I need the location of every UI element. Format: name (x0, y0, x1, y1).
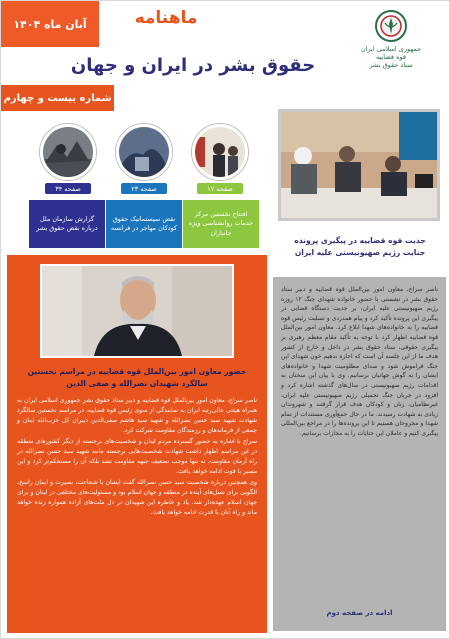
teaser-page-1: صفحه ۳۴ (45, 183, 91, 194)
right-article-headline: جدیت قوه قضاییه در پیگیری پرونده جنایت رژیم صهیونیستی علیه ایران (294, 236, 426, 258)
continue-link[interactable]: ادامه در صفحه دوم (326, 609, 393, 617)
teaser-photo-3 (192, 124, 248, 180)
teaser-photo-1 (40, 124, 96, 180)
left-article-headline: حضور معاون امور بین‌الملل قوه قضاییه در مراسم نخستین سالگرد شهیدان نصرالله و صفی الدین (27, 367, 247, 389)
left-article (7, 255, 267, 633)
teaser-page-2: صفحه ۲۳ (121, 183, 167, 194)
official-portrait-photo (40, 264, 234, 358)
emblem-icon (374, 9, 408, 43)
logo-line-3: ستاد حقوق بشر (369, 61, 413, 70)
logo-line-1: جمهوری اسلامی ایران (360, 45, 422, 53)
left-article-paragraph-2: سراج با اشاره به حضور گسترده مردم لبنان و شخصیت‌های برجسته از دیگر کشورهای منطقه در این مراسم اظهار داشت شهادت شخصیت‌هایی برجسته مانند شهید سید حسن نصرالله در راه آرمان مقاومت، نه تنها موجب تضعیف جبهه مقاومت نشد بلکه آن را مستحکم‌تر کرد و این مسیر با قوت ادامه خواهد یافت. (17, 438, 257, 475)
issue-date-tab: آبان ماه ۱۴۰۴ (1, 1, 99, 47)
teaser-link-1[interactable]: گزارش سازمان ملل درباره نقض حقوق بشر (29, 200, 105, 248)
logo-text (361, 45, 421, 69)
left-article-paragraph-1: ناصر سراج، معاون امور بین‌الملل قوه قضاییه و دبیر ستاد حقوق بشر جمهوری اسلامی ایران به همراه هیئتی عالی‌رتبه ایران به نمایندگی از سوی رئیس قوه قضاییه، در مراسم نخستین سالگرد شهادت شهید سید حسن نصرالله و شهید سید هاشم صفی‌الدین دبیران کل حزب‌الله لبنان و جمعی از فرماندهان و رزمندگان مقاومت شرکت کرد. (17, 397, 257, 434)
logo-line-2: قوه قضاییه (376, 53, 406, 62)
right-article (273, 277, 446, 631)
magazine-name: ماهنامه (134, 8, 198, 28)
teaser-photo-2 (116, 124, 172, 180)
right-article-body: ناصر سراج، معاون امور بین‌الملل قوه قضاییه و دبیر ستاد حقوق بشر در نشستی با حضور خانواده شهدای جنگ ۱۲ روزه رژیم صهیونیستی علیه ایران، بر جدیت دستگاه قضایی در پیگیری این پرونده تأکید کرد و پیام همدردی و تسلیت رئیس قوه قضاییه را به خانواده‌های شهدا ابلاغ کرد. معاون امور بین‌الملل قوه قضاییه اظهار کرد با توجه به تأکید مقام معظم رهبری بر پیگیری حقوقی، ستاد حقوق بشر در داخل و خارج از کشور هدف ما از این جلسه آن است که اجازه ندهیم خون شهدای این جنگ فراموش شود و صدای مظلومیت شهدا و خانواده‌های ایشان را به گوش جهانیان برسانیم. وی با بیان این سخنان به اقدامات رژیم صهیونیستی در سال‌های گذشته اشاره کرد و افزود در جریان جنگ تحمیلی رژیم صهیونیستی علیه ایران، غیرنظامیان، زنان و کودکان هدف قرار گرفتند و شهروندان زیادی به شهادت رسیدند. ما در حال جمع‌آوری مستندات از تمام شهدا و مجروحان هستیم تا این پرونده‌ها را در مراجع بین‌المللی پیگیری کنیم و عاملان این جنایات را به مجازات برسانیم. (281, 286, 438, 437)
teaser-link-3[interactable]: افتتاح نخستین مرکز خدمات روانشناسی ویژه جانبازان (183, 200, 259, 248)
teaser-link-2[interactable]: نقض سیستماتیک حقوق کودکان مهاجر در فرانسه (106, 200, 182, 248)
judiciary-logo (341, 9, 441, 83)
magazine-title: حقوق بشر در ایران و جهان (70, 55, 316, 76)
edition-badge: شماره بیست و چهارم (1, 85, 114, 111)
teaser-page-3: صفحه ۱۷ (197, 183, 243, 194)
meeting-photo (278, 109, 440, 221)
left-article-paragraph-3: وی همچنین درباره شخصیت سید حسن نصرالله گفت ایشان با شجاعت، بصیرت و ایمان راسخ، الگویی برای نسل‌های آینده در منطقه و جهان اسلام بود و مسئولیت‌های مختلفی در لبنان و برای جهان اسلام عهده‌دار شد. یاد و خاطره این شهیدان در دل ملت‌های آزاده همواره زنده خواهد ماند و راه آنان با قدرت ادامه خواهد یافت. (17, 479, 257, 516)
